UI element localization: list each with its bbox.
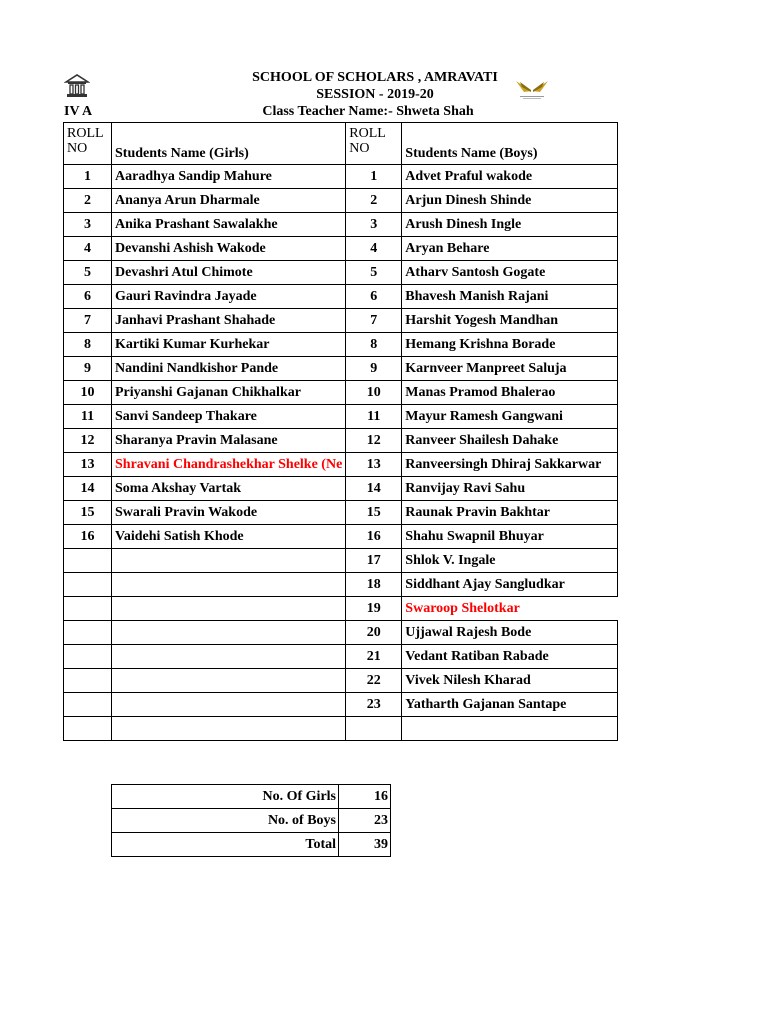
girl-name-cell [112,693,346,717]
boy-roll-cell: 7 [346,309,402,333]
girl-roll-cell [64,645,112,669]
table-row [64,429,618,453]
girl-name-cell: Priyanshi Gajanan Chikhalkar [112,381,346,405]
boy-name-cell: Atharv Santosh Gogate [402,261,618,285]
girl-name-cell: Sanvi Sandeep Thakare [112,405,346,429]
boy-name-cell: Vivek Nilesh Kharad [402,669,618,693]
table-row [64,693,618,717]
boy-name-cell: Shahu Swapnil Bhuyar [402,525,618,549]
boy-name-cell: Harshit Yogesh Mandhan [402,309,618,333]
table-header-row [64,123,618,165]
boy-roll-cell: 20 [346,621,402,645]
table-row [64,621,618,645]
summary-row-girls [112,785,391,809]
boy-roll-cell: 11 [346,405,402,429]
girl-name-cell: Shravani Chandrashekhar Shelke (Ne [112,453,346,477]
table-row [64,501,618,525]
boy-name-cell: Aryan Behare [402,237,618,261]
boy-roll-cell: 17 [346,549,402,573]
boy-name-cell: Manas Pramod Bhalerao [402,381,618,405]
boy-roll-cell: 13 [346,453,402,477]
table-row [64,189,618,213]
boy-roll-cell: 8 [346,333,402,357]
boy-roll-cell: 14 [346,477,402,501]
table-row [64,717,618,741]
boy-name-cell: Yatharth Gajanan Santape [402,693,618,717]
girl-roll-cell: 14 [64,477,112,501]
girl-name-cell: Nandini Nandkishor Pande [112,357,346,381]
girl-name-cell: Devanshi Ashish Wakode [112,237,346,261]
roll-header-line1: ROLL [67,126,104,141]
girl-name-cell: Sharanya Pravin Malasane [112,429,346,453]
table-row [64,381,618,405]
girl-roll-cell: 5 [64,261,112,285]
girl-name-cell: Vaidehi Satish Khode [112,525,346,549]
boy-name-cell: Shlok V. Ingale [402,549,618,573]
girl-roll-cell: 8 [64,333,112,357]
girl-roll-cell [64,597,112,621]
boy-roll-cell: 21 [346,645,402,669]
roll-header-line2: NO [67,141,88,156]
table-row [64,165,618,189]
girl-name-cell: Devashri Atul Chimote [112,261,346,285]
girl-roll-cell [64,717,112,741]
roll-header-line2: NO [349,141,370,156]
boy-roll-cell: 15 [346,501,402,525]
girl-roll-cell: 7 [64,309,112,333]
summary-table [111,784,391,857]
boy-roll-cell: 4 [346,237,402,261]
girl-roll-cell: 3 [64,213,112,237]
summary-row-boys [112,809,391,833]
girl-roll-cell: 16 [64,525,112,549]
boy-roll-cell: 2 [346,189,402,213]
boy-name-cell: Raunak Pravin Bakhtar [402,501,618,525]
table-row [64,333,618,357]
girls-count-value: 16 [339,785,391,809]
girl-roll-cell: 11 [64,405,112,429]
table-row [64,645,618,669]
table-row [64,477,618,501]
boy-roll-cell: 1 [346,165,402,189]
girl-roll-cell: 13 [64,453,112,477]
table-row [64,309,618,333]
boy-roll-cell: 18 [346,573,402,597]
boy-name-cell: Advet Praful wakode [402,165,618,189]
boy-roll-cell: 16 [346,525,402,549]
boy-name-cell: Siddhant Ajay Sangludkar [402,573,618,597]
table-row [64,597,618,621]
girl-roll-cell: 15 [64,501,112,525]
girl-name-cell: Janhavi Prashant Shahade [112,309,346,333]
girl-name-cell [112,621,346,645]
boy-name-cell: Swaroop Shelotkar [402,597,618,621]
girl-name-cell [112,573,346,597]
boy-name-cell: Ranvijay Ravi Sahu [402,477,618,501]
boy-name-cell: Karnveer Manpreet Saluja [402,357,618,381]
boy-name-cell [402,717,618,741]
girls-name-header: Students Name (Girls) [112,123,346,165]
boy-name-cell: Hemang Krishna Borade [402,333,618,357]
table-row [64,261,618,285]
girl-name-cell: Ananya Arun Dharmale [112,189,346,213]
girl-roll-cell [64,573,112,597]
boy-roll-cell: 5 [346,261,402,285]
girl-name-cell [112,549,346,573]
boy-roll-cell: 3 [346,213,402,237]
girl-name-cell [112,597,346,621]
class-label: IV A [64,104,93,119]
girl-roll-cell: 10 [64,381,112,405]
girl-name-cell: Kartiki Kumar Kurhekar [112,333,346,357]
session-title: SESSION - 2019-20 [316,87,434,102]
girl-name-cell: Aaradhya Sandip Mahure [112,165,346,189]
boy-name-cell: Vedant Ratiban Rabade [402,645,618,669]
boy-name-cell: Arush Dinesh Ingle [402,213,618,237]
boys-count-label: No. of Boys [112,809,339,833]
girls-roll-header [64,123,112,165]
girls-count-label: No. Of Girls [112,785,339,809]
table-row [64,213,618,237]
girl-roll-cell: 9 [64,357,112,381]
boy-name-cell: Ujjawal Rajesh Bode [402,621,618,645]
boy-name-cell: Mayur Ramesh Gangwani [402,405,618,429]
table-row [64,285,618,309]
table-row [64,237,618,261]
boy-roll-cell: 12 [346,429,402,453]
boy-roll-cell: 23 [346,693,402,717]
boy-name-cell: Ranveer Shailesh Dahake [402,429,618,453]
class-teacher-name: Class Teacher Name:- Shweta Shah [262,104,474,119]
boy-roll-cell: 9 [346,357,402,381]
girl-roll-cell: 12 [64,429,112,453]
total-count-value: 39 [339,833,391,857]
boy-roll-cell: 6 [346,285,402,309]
girl-name-cell: Gauri Ravindra Jayade [112,285,346,309]
girl-roll-cell: 6 [64,285,112,309]
girl-name-cell [112,645,346,669]
boy-roll-cell: 10 [346,381,402,405]
summary-row-total [112,833,391,857]
girl-roll-cell [64,669,112,693]
student-roster-table [63,122,618,741]
girl-roll-cell: 4 [64,237,112,261]
girl-name-cell [112,717,346,741]
table-row [64,525,618,549]
table-row [64,573,618,597]
table-row [64,357,618,381]
boys-name-header: Students Name (Boys) [402,123,618,165]
table-row [64,549,618,573]
boy-roll-cell: 19 [346,597,402,621]
girl-roll-cell: 2 [64,189,112,213]
boy-name-cell: Arjun Dinesh Shinde [402,189,618,213]
boy-name-cell: Ranveersingh Dhiraj Sakkarwar [402,453,618,477]
girl-roll-cell: 1 [64,165,112,189]
table-row [64,669,618,693]
girl-roll-cell [64,549,112,573]
boy-name-cell: Bhavesh Manish Rajani [402,285,618,309]
boys-count-value: 23 [339,809,391,833]
roll-header-line1: ROLL [349,126,386,141]
girl-name-cell: Swarali Pravin Wakode [112,501,346,525]
girl-name-cell: Anika Prashant Sawalakhe [112,213,346,237]
girl-name-cell [112,669,346,693]
boys-roll-header [346,123,402,165]
school-name: SCHOOL OF SCHOLARS , AMRAVATI [252,70,498,85]
table-row [64,405,618,429]
girl-roll-cell [64,693,112,717]
table-row [64,453,618,477]
total-count-label: Total [112,833,339,857]
boy-roll-cell: 22 [346,669,402,693]
girl-roll-cell [64,621,112,645]
girl-name-cell: Soma Akshay Vartak [112,477,346,501]
boy-roll-cell [346,717,402,741]
